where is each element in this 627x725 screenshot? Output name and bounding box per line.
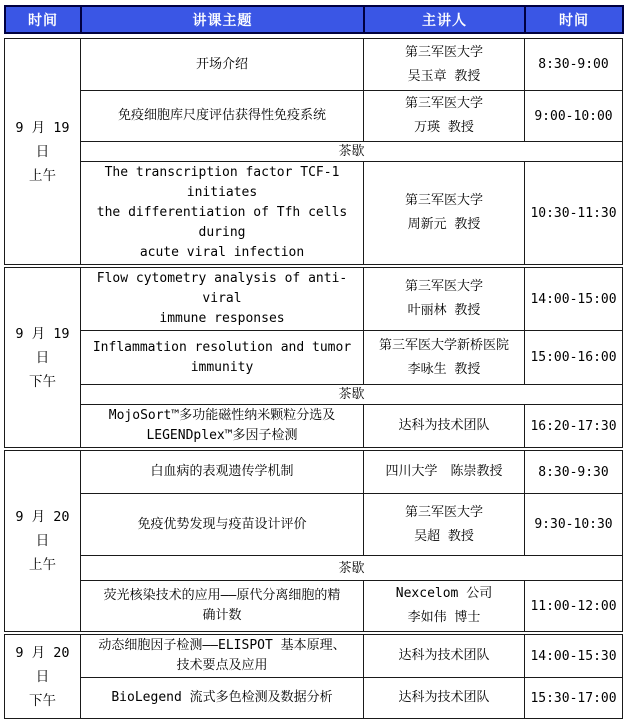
break-row: [5, 556, 623, 581]
speaker-cell: [364, 91, 525, 142]
time-cell: 9:30-10:30: [525, 494, 623, 556]
speaker-affiliation: 第三军医大学: [404, 504, 483, 520]
session-row: [5, 581, 623, 632]
time-cell: 8:30-9:30: [525, 451, 623, 494]
session-row: [5, 451, 623, 494]
session-row: [5, 162, 623, 265]
topic-line: 免疫优势发现与疫苗设计评价: [137, 516, 307, 532]
speaker-name: 吴玉章 教授: [407, 68, 481, 84]
topic-line: the differentiation of Tfh cells during: [96, 205, 348, 240]
section-sep20-am: [4, 450, 623, 632]
speaker-cell: [364, 451, 525, 494]
speaker-affiliation: 第三军医大学: [404, 44, 483, 60]
date-text: 9 月 19 日: [15, 119, 70, 160]
header-col-topic: 讲课主题: [81, 6, 364, 33]
speaker-cell: [364, 494, 525, 556]
session-row: [5, 494, 623, 556]
speaker-name: 吴超 教授: [414, 528, 474, 544]
session-row: [5, 91, 623, 142]
topic-cell: [81, 494, 364, 556]
topic-line: Inflammation resolution and tumor: [92, 339, 352, 355]
time-cell: 15:00-16:00: [525, 331, 623, 385]
speaker-affiliation: 第三军医大学新桥医院: [378, 337, 509, 353]
topic-cell: [81, 91, 364, 142]
speaker-cell: [364, 268, 525, 331]
speaker-affiliation: 第三军医大学: [404, 279, 483, 294]
date-text: 9 月 20 日: [15, 509, 70, 549]
speaker-cell: [364, 678, 525, 719]
topic-line: 动态细胞因子检测——ELISPOT 基本原理、: [98, 638, 346, 653]
break-cell: 茶歇: [81, 142, 623, 162]
header-col-time-left: 时间: [5, 6, 81, 33]
topic-line: 开场介绍: [195, 56, 248, 72]
topic-cell: [81, 268, 364, 331]
time-cell: 16:20-17:30: [525, 405, 623, 448]
topic-cell: [81, 162, 364, 265]
time-cell: 8:30-9:00: [525, 39, 623, 91]
session-row: [5, 635, 623, 678]
break-row: [5, 142, 623, 162]
break-row: [5, 385, 623, 405]
speaker-name: 万瑛 教授: [414, 120, 474, 135]
speaker-name: 李如伟 博士: [407, 610, 481, 625]
break-cell: 茶歇: [81, 556, 623, 581]
speaker-name: 叶丽林 教授: [407, 303, 481, 318]
speaker-cell: [364, 162, 525, 265]
topic-line: 技术要点及应用: [176, 658, 268, 673]
speaker-affiliation: 第三军医大学: [404, 96, 483, 111]
time-cell: 10:30-11:30: [525, 162, 623, 265]
topic-cell: [81, 635, 364, 678]
speaker-cell: [364, 39, 525, 91]
break-cell: 茶歇: [81, 385, 623, 405]
topic-cell: [81, 405, 364, 448]
speaker-team: 达科为技术团队: [398, 690, 490, 705]
time-cell: 14:00-15:00: [525, 268, 623, 331]
section-sep19-pm: [4, 267, 623, 448]
period-text: 下午: [29, 373, 56, 390]
topic-line: MojoSort™多功能磁性纳米颗粒分选及: [108, 408, 336, 423]
topic-line: acute viral infection: [139, 245, 305, 260]
schedule-header-table: [4, 5, 624, 34]
speaker-team: 达科为技术团队: [398, 648, 490, 663]
time-cell: 15:30-17:00: [525, 678, 623, 719]
section-sep19-am: [4, 38, 623, 265]
topic-cell: [81, 678, 364, 719]
time-cell: 11:00-12:00: [525, 581, 623, 632]
topic-line: 确计数: [202, 608, 242, 623]
date-cell: [5, 268, 81, 448]
speaker-name: 四川大学 陈崇教授: [385, 464, 503, 479]
session-row: [5, 39, 623, 91]
period-text: 上午: [29, 557, 56, 573]
speaker-cell: [364, 331, 525, 385]
speaker-name: 李咏生 教授: [407, 361, 481, 377]
topic-line: LEGENDplex™多因子检测: [146, 428, 298, 443]
time-cell: 9:00-10:00: [525, 91, 623, 142]
topic-line: immune responses: [159, 311, 285, 326]
date-cell: [5, 635, 81, 719]
speaker-cell: [364, 581, 525, 632]
session-row: [5, 405, 623, 448]
session-row: [5, 678, 623, 719]
speaker-cell: [364, 405, 525, 448]
topic-line: Flow cytometry analysis of anti-viral: [96, 271, 348, 306]
period-text: 下午: [29, 692, 56, 709]
date-text: 9 月 20 日: [15, 644, 70, 685]
speaker-name: 周新元 教授: [407, 217, 481, 232]
header-col-time-right: 时间: [525, 6, 623, 33]
topic-cell: [81, 451, 364, 494]
topic-line: 白血病的表观遗传学机制: [150, 464, 294, 479]
topic-line: BioLegend 流式多色检测及数据分析: [111, 690, 333, 705]
topic-cell: [81, 331, 364, 385]
topic-line: 免疫细胞库尺度评估获得性免疫系统: [117, 108, 326, 123]
topic-line: The transcription factor TCF-1 initiates: [104, 165, 340, 200]
speaker-team: 达科为技术团队: [398, 418, 490, 433]
time-cell: 14:00-15:30: [525, 635, 623, 678]
session-row: [5, 268, 623, 331]
date-cell: [5, 39, 81, 265]
date-text: 9 月 19 日: [15, 325, 70, 366]
session-row: [5, 331, 623, 385]
header-col-speaker: 主讲人: [364, 6, 525, 33]
topic-cell: [81, 39, 364, 91]
topic-cell: [81, 581, 364, 632]
speaker-affiliation: 第三军医大学: [404, 193, 483, 208]
topic-line: 荧光核染技术的应用——原代分离细胞的精: [103, 588, 341, 603]
header-row: [5, 6, 623, 33]
topic-line: immunity: [190, 359, 254, 375]
period-text: 上午: [29, 167, 56, 184]
section-sep20-pm: [4, 634, 623, 719]
date-cell: [5, 451, 81, 632]
speaker-affiliation: Nexcelom 公司: [395, 586, 493, 601]
speaker-cell: [364, 635, 525, 678]
